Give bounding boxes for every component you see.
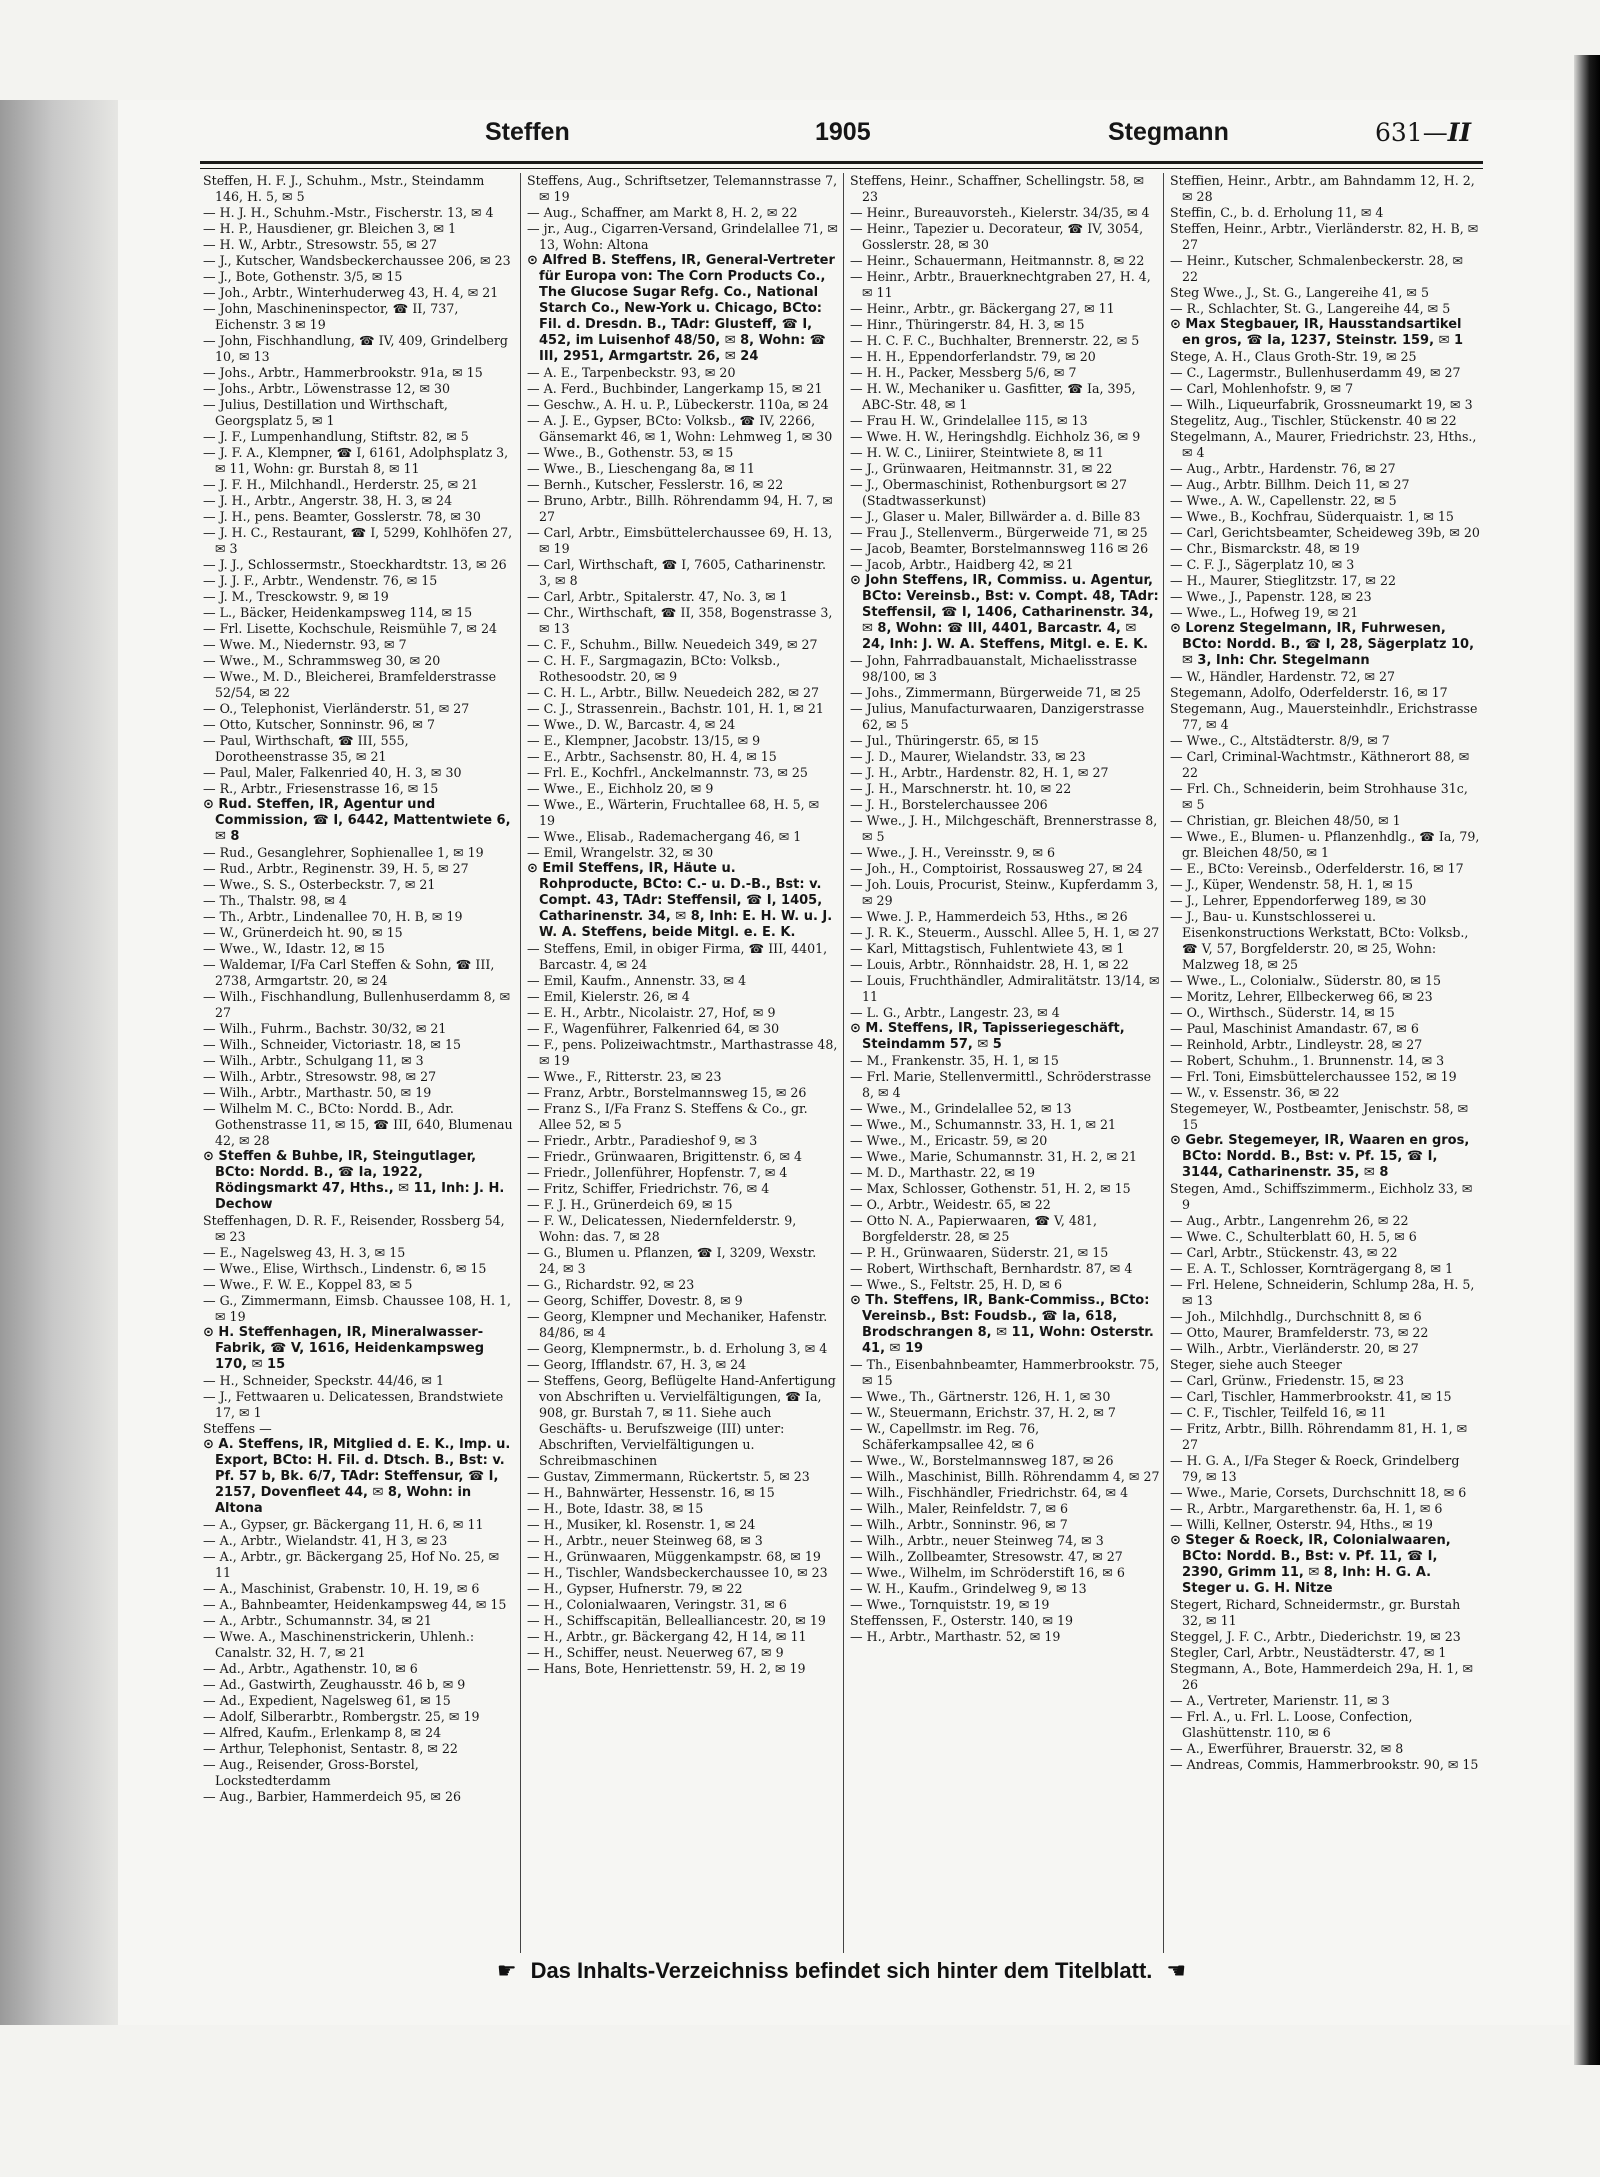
directory-column-2 <box>527 173 839 1953</box>
footer-text: Das Inhalts-Verzeichniss befindet sich hinter dem Titelblatt. <box>530 1958 1153 1983</box>
header-first-name: Steffen <box>485 118 570 146</box>
directory-entry: — Th., Thalstr. 98, ✉ 4 <box>203 893 347 908</box>
directory-entry: — Frl. A., u. Frl. L. Loose, Confection, Glashüttenstr. 110, ✉ 6 <box>1170 1709 1413 1740</box>
directory-entry: — Wilh., Liqueurfabrik, Grossneumarkt 19, ✉ 3 <box>1170 397 1473 412</box>
directory-entry: Steffien, Heinr., Arbtr., am Bahndamm 12, H. 2, ✉ 28 <box>1170 173 1475 204</box>
directory-entry: — Joh. Louis, Procurist, Steinw., Kupferdamm 3, ✉ 29 <box>850 877 1159 908</box>
directory-entry: — O., Telephonist, Vierländerstr. 51, ✉ 27 <box>203 701 470 716</box>
directory-entry: Steffenssen, F., Osterstr. 140, ✉ 19 <box>850 1613 1074 1628</box>
directory-entry: — Wwe., L., Colonialw., Süderstr. 80, ✉ 15 <box>1170 973 1442 988</box>
directory-entry: — Aug., Arbtr., Hardenstr. 76, ✉ 27 <box>1170 461 1396 476</box>
directory-entry: Stegemann, Adolfo, Oderfelderstr. 16, ✉ 17 <box>1170 685 1448 700</box>
directory-entry: — Franz S., I/Fa Franz S. Steffens & Co., gr. Allee 52, ✉ 5 <box>527 1101 808 1132</box>
directory-entry: — Louis, Fruchthändler, Admiralitätstr. 13/14, ✉ 11 <box>850 973 1160 1004</box>
directory-column-4 <box>1170 173 1482 1953</box>
directory-entry: — Paul, Wirthschaft, ☎ III, 555, Dorotheenstrasse 35, ✉ 21 <box>203 733 409 764</box>
directory-entry: — Johs., Zimmermann, Bürgerweide 71, ✉ 25 <box>850 685 1141 700</box>
directory-entry: — W., Händler, Hardenstr. 72, ✉ 27 <box>1170 669 1396 684</box>
directory-entry: — Wwe., W., Borstelmannsweg 187, ✉ 26 <box>850 1453 1114 1468</box>
directory-entry: — W. H., Kaufm., Grindelweg 9, ✉ 13 <box>850 1581 1087 1596</box>
directory-entry: — Frau J., Stellenverm., Bürgerweide 71, ✉ 25 <box>850 525 1148 540</box>
directory-entry: — Wilh., Fuhrm., Bachstr. 30/32, ✉ 21 <box>203 1021 447 1036</box>
pointing-hand-icon: ☚ <box>1166 1958 1187 1983</box>
directory-entry: — Wwe., S. S., Osterbeckstr. 7, ✉ 21 <box>203 877 436 892</box>
directory-entry: ⊙ Gebr. Stegemeyer, IR, Waaren en gros, BCto: Nordd. B., Bst: v. Pf. 15, ☎ I, 3144, Catharinenstr. 35, ✉ 8 <box>1170 1133 1470 1180</box>
directory-entry: — H. W., Arbtr., Stresowstr. 55, ✉ 27 <box>203 237 437 252</box>
directory-entry: — Frl. Ch., Schneiderin, beim Strohhause 31c, ✉ 5 <box>1170 781 1468 812</box>
directory-entry: — Carl, Grünw., Friedenstr. 15, ✉ 23 <box>1170 1373 1405 1388</box>
directory-entry: — Wilh., Arbtr., Marthastr. 50, ✉ 19 <box>203 1085 432 1100</box>
directory-entry: — W., Grünerdeich ht. 90, ✉ 15 <box>203 925 403 940</box>
directory-entry: — Hans, Bote, Henriettenstr. 59, H. 2, ✉ 19 <box>527 1661 806 1676</box>
directory-entry: — Christian, gr. Bleichen 48/50, ✉ 1 <box>1170 813 1401 828</box>
directory-entry: Stegemeyer, W., Postbeamter, Jenischstr. 58, ✉ 15 <box>1170 1101 1469 1132</box>
directory-entry: Steffens — <box>203 1421 272 1436</box>
directory-entry: Steffen, Heinr., Arbtr., Vierländerstr. 82, H. B, ✉ 27 <box>1170 221 1479 252</box>
directory-entry: — C., Lagermstr., Bullenhuserdamm 49, ✉ 27 <box>1170 365 1461 380</box>
directory-entry: — John, Fahrradbauanstalt, Michaelisstrasse 98/100, ✉ 3 <box>850 653 1137 684</box>
directory-entry: — J. H., pens. Beamter, Gosslerstr. 78, ✉ 30 <box>203 509 481 524</box>
directory-entry: — A., Arbtr., gr. Bäckergang 25, Hof No. 25, ✉ 11 <box>203 1549 500 1580</box>
directory-entry: — Aug., Barbier, Hammerdeich 95, ✉ 26 <box>203 1789 462 1804</box>
directory-entry: — H., Grünwaaren, Müggenkampstr. 68, ✉ 19 <box>527 1549 821 1564</box>
directory-entry: — W., v. Essenstr. 36, ✉ 22 <box>1170 1085 1340 1100</box>
directory-entry: — A., Ewerführer, Brauerstr. 32, ✉ 8 <box>1170 1741 1404 1756</box>
directory-entry: — Andreas, Commis, Hammerbrookstr. 90, ✉ 15 <box>1170 1757 1479 1772</box>
directory-entry: — Wwe., Elise, Wirthsch., Lindenstr. 6, ✉ 15 <box>203 1261 487 1276</box>
directory-column-3 <box>850 173 1162 1953</box>
directory-entry: — Heinr., Tapezier u. Decorateur, ☎ IV, 3054, Gosslerstr. 28, ✉ 30 <box>850 221 1144 252</box>
directory-entry: — Ad., Expedient, Nagelsweg 61, ✉ 15 <box>203 1693 451 1708</box>
directory-entry: — Gustav, Zimmermann, Rückertstr. 5, ✉ 23 <box>527 1469 810 1484</box>
directory-entry: — M. D., Marthastr. 22, ✉ 19 <box>850 1165 1036 1180</box>
directory-entry: ⊙ A. Steffens, IR, Mitglied d. E. K., Imp. u. Export, BCto: H. Fil. d. Dtsch. B., Bst: v. Pf. 57 b, Bk. 6/7, TAdr: Steffensur, ☎ I, 2157, Dovenfleet 44, ✉ 8, Wohn: in Altona <box>203 1437 511 1516</box>
column-divider <box>520 173 521 1953</box>
directory-entry: — Ad., Arbtr., Agathenstr. 10, ✉ 6 <box>203 1661 418 1676</box>
directory-entry: — H. P., Hausdiener, gr. Bleichen 3, ✉ 1 <box>203 221 457 236</box>
directory-entry: — A., Bahnbeamter, Heidenkampsweg 44, ✉ 15 <box>203 1597 507 1612</box>
directory-entry: — J. J., Schlossermstr., Stoeckhardtstr. 13, ✉ 26 <box>203 557 507 572</box>
directory-entry: — A., Gypser, gr. Bäckergang 11, H. 6, ✉ 11 <box>203 1517 484 1532</box>
directory-entry: — J. R. K., Steuerm., Ausschl. Allee 5, H. 1, ✉ 27 <box>850 925 1160 940</box>
directory-entry: — A., Arbtr., Schumannstr. 34, ✉ 21 <box>203 1613 432 1628</box>
directory-entry: — Wilh., Fischhändler, Friedrichstr. 64, ✉ 4 <box>850 1485 1129 1500</box>
directory-entry: — H. J. H., Schuhm.-Mstr., Fischerstr. 13, ✉ 4 <box>203 205 494 220</box>
directory-entry: — F., Wagenführer, Falkenried 64, ✉ 30 <box>527 1021 780 1036</box>
directory-entry: — Otto, Kutscher, Sonninstr. 96, ✉ 7 <box>203 717 435 732</box>
directory-entry: — Arthur, Telephonist, Sentastr. 8, ✉ 22 <box>203 1741 458 1756</box>
directory-entry: Stegler, Carl, Arbtr., Neustädterstr. 47, ✉ 1 <box>1170 1645 1447 1660</box>
directory-entry: — Wwe., Marie, Schumannstr. 31, H. 2, ✉ 21 <box>850 1149 1138 1164</box>
directory-entry: — Carl, Arbtr., Spitalerstr. 47, No. 3, ✉ 1 <box>527 589 788 604</box>
directory-entry: — J. H., Arbtr., Angerstr. 38, H. 3, ✉ 24 <box>203 493 453 508</box>
directory-entry: — H., Arbtr., Marthastr. 52, ✉ 19 <box>850 1629 1061 1644</box>
directory-entry: — Heinr., Arbtr., gr. Bäckergang 27, ✉ 11 <box>850 301 1115 316</box>
directory-entry: — Wilhelm M. C., BCto: Nordd. B., Adr. Gothenstrasse 11, ✉ 15, ☎ III, 640, Blumenau 42, ✉ 28 <box>203 1101 513 1148</box>
directory-entry: — Carl, Wirthschaft, ☎ I, 7605, Catharinenstr. 3, ✉ 8 <box>527 557 827 588</box>
directory-entry: — J. H. C., Restaurant, ☎ I, 5299, Kohlhöfen 27, ✉ 3 <box>203 525 513 556</box>
directory-entry: — Aug., Schaffner, am Markt 8, H. 2, ✉ 22 <box>527 205 798 220</box>
directory-entry: — Rud., Arbtr., Reginenstr. 39, H. 5, ✉ 27 <box>203 861 469 876</box>
directory-entry: — C. F., Tischler, Teilfeld 16, ✉ 11 <box>1170 1405 1387 1420</box>
directory-entry: — Carl, Mohlenhofstr. 9, ✉ 7 <box>1170 381 1354 396</box>
running-header <box>200 118 1580 152</box>
directory-entry: — A., Vertreter, Marienstr. 11, ✉ 3 <box>1170 1693 1390 1708</box>
directory-entry: — J. M., Tresckowstr. 9, ✉ 19 <box>203 589 389 604</box>
directory-entry: — Wwe. H. W., Heringshdlg. Eichholz 36, ✉ 9 <box>850 429 1141 444</box>
directory-entry: — Franz, Arbtr., Borstelmannsweg 15, ✉ 26 <box>527 1085 807 1100</box>
directory-entry: — Wwe., L., Hofweg 19, ✉ 21 <box>1170 605 1359 620</box>
directory-entry: — J., Fettwaaren u. Delicatessen, Brandstwiete 17, ✉ 1 <box>203 1389 504 1420</box>
directory-entry: — H. G. A., I/Fa Steger & Roeck, Grindelberg 79, ✉ 13 <box>1170 1453 1460 1484</box>
directory-entry: — C. F., Schuhm., Billw. Neuedeich 349, ✉ 27 <box>527 637 818 652</box>
directory-entry: — Steffens, Georg, Beflügelte Hand-Anfertigung von Abschriften u. Vervielfältigungen, ☎ Ia, 908, gr. Burstah 7, ✉ 11. Siehe auch Geschäfts- u. Berufszweige (III) unter: Abschriften, Vervielfältigungen u. Schreibmaschinen <box>527 1373 836 1468</box>
directory-entry: — J. J. F., Arbtr., Wendenstr. 76, ✉ 15 <box>203 573 438 588</box>
directory-entry: — Carl, Arbtr., Eimsbüttelerchaussee 69, H. 13, ✉ 19 <box>527 525 833 556</box>
directory-entry: — H., Schiffer, neust. Neuerweg 67, ✉ 9 <box>527 1645 784 1660</box>
directory-entry: — Wilh., Arbtr., Schulgang 11, ✉ 3 <box>203 1053 424 1068</box>
directory-entry: — Wwe., J. H., Vereinsstr. 9, ✉ 6 <box>850 845 1056 860</box>
directory-entry: — R., Arbtr., Margarethenstr. 6a, H. 1, ✉ 6 <box>1170 1501 1443 1516</box>
directory-entry: — Wilh., Arbtr., Vierländerstr. 20, ✉ 27 <box>1170 1341 1419 1356</box>
directory-entry: — Heinr., Schauermann, Heitmannstr. 8, ✉ 22 <box>850 253 1145 268</box>
directory-entry: — F. W., Delicatessen, Niedernfelderstr. 9, Wohn: das. 7, ✉ 28 <box>527 1213 797 1244</box>
directory-entry: Stegelmann, A., Maurer, Friedrichstr. 23, Hths., ✉ 4 <box>1170 429 1477 460</box>
directory-entry: — Carl, Arbtr., Stückenstr. 43, ✉ 22 <box>1170 1245 1398 1260</box>
directory-entry: — H. H., Eppendorferlandstr. 79, ✉ 20 <box>850 349 1096 364</box>
directory-entry: ⊙ Steffen & Buhbe, IR, Steingutlager, BCto: Nordd. B., ☎ Ia, 1922, Rödingsmarkt 47, Hths., ✉ 11, Inh: J. H. Dechow <box>203 1149 505 1212</box>
directory-entry: — Robert, Wirthschaft, Bernhardstr. 87, ✉ 4 <box>850 1261 1133 1276</box>
scan-page-edge <box>0 100 118 2025</box>
directory-entry: — O., Wirthsch., Süderstr. 14, ✉ 15 <box>1170 1005 1395 1020</box>
directory-entry: — Heinr., Bureauvorsteh., Kielerstr. 34/35, ✉ 4 <box>850 205 1150 220</box>
pointing-hand-icon: ☛ <box>496 1958 517 1983</box>
directory-entry: — Fritz, Schiffer, Friedrichstr. 76, ✉ 4 <box>527 1181 770 1196</box>
directory-entry: ⊙ John Steffens, IR, Commiss. u. Agentur, BCto: Vereinsb., Bst: v. Compt. 48, TAdr: Steffensil, ☎ I, 1406, Catharinenstr. 34, ✉ 8, Wohn: ☎ III, 4401, Barcastr. 4, ✉ 24, Inh: J. W. A. Steffens, Mitgl. e. E. K. <box>850 573 1159 652</box>
directory-entry: — L. G., Arbtr., Langestr. 23, ✉ 4 <box>850 1005 1060 1020</box>
directory-entry: — Otto, Maurer, Bramfelderstr. 73, ✉ 22 <box>1170 1325 1429 1340</box>
directory-entry: — J. F. A., Klempner, ☎ I, 6161, Adolphsplatz 3, ✉ 11, Wohn: gr. Burstah 8, ✉ 11 <box>203 445 509 476</box>
directory-entry: — Carl, Gerichtsbeamter, Scheideweg 39b, ✉ 20 <box>1170 525 1480 540</box>
directory-entry: — G., Richardstr. 92, ✉ 23 <box>527 1277 695 1292</box>
directory-entry: — Wwe. A., Maschinenstrickerin, Uhlenh.: Canalstr. 32, H. 7, ✉ 21 <box>203 1629 475 1660</box>
directory-entry: — Georg, Klempnermstr., b. d. Erholung 3, ✉ 4 <box>527 1341 828 1356</box>
directory-entry: — Jul., Thüringerstr. 65, ✉ 15 <box>850 733 1039 748</box>
directory-entry: ⊙ H. Steffenhagen, IR, Mineralwasser-Fabrik, ☎ V, 1616, Heidenkampsweg 170, ✉ 15 <box>203 1325 485 1372</box>
directory-entry: — Chr., Wirthschaft, ☎ II, 358, Bogenstrasse 3, ✉ 13 <box>527 605 833 636</box>
directory-entry: — Jacob, Beamter, Borstelmannsweg 116 ✉ 26 <box>850 541 1149 556</box>
directory-entry: — Wilh., Arbtr., Stresowstr. 98, ✉ 27 <box>203 1069 437 1084</box>
directory-entry: — Robert, Schuhm., 1. Brunnenstr. 14, ✉ 3 <box>1170 1053 1445 1068</box>
directory-entry: Stege, A. H., Claus Groth-Str. 19, ✉ 25 <box>1170 349 1417 364</box>
directory-entry: — A. Ferd., Buchbinder, Langerkamp 15, ✉ 21 <box>527 381 823 396</box>
directory-entry: — C. H. F., Sargmagazin, BCto: Volksb., Rothesoodstr. 20, ✉ 9 <box>527 653 781 684</box>
directory-entry: — Wwe., B., Kochfrau, Süderquaistr. 1, ✉ 15 <box>1170 509 1454 524</box>
directory-entry: — Wwe., Tornquiststr. 19, ✉ 19 <box>850 1597 1050 1612</box>
directory-entry: — Julius, Manufacturwaaren, Danzigerstrasse 62, ✉ 5 <box>850 701 1145 732</box>
directory-entry: ⊙ Th. Steffens, IR, Bank-Commiss., BCto: Vereinsb., Bst: Foudsb., ☎ Ia, 618, Brodschrangen 8, ✉ 11, Wohn: Osterstr. 41, ✉ 19 <box>850 1293 1154 1356</box>
directory-entry: — Emil, Kaufm., Annenstr. 33, ✉ 4 <box>527 973 747 988</box>
directory-entry: — A. E., Tarpenbeckstr. 93, ✉ 20 <box>527 365 736 380</box>
directory-entry: — Georg, Ifflandstr. 67, H. 3, ✉ 24 <box>527 1357 747 1372</box>
directory-entry: — F., pens. Polizeiwachtmstr., Marthastrasse 48, ✉ 19 <box>527 1037 838 1068</box>
directory-entry: — Heinr., Kutscher, Schmalenbeckerstr. 28, ✉ 22 <box>1170 253 1464 284</box>
directory-entry: — J., Bote, Gothenstr. 3/5, ✉ 15 <box>203 269 403 284</box>
column-divider <box>843 173 844 1953</box>
directory-entry: — H. W. C., Liniirer, Steintwiete 8, ✉ 11 <box>850 445 1104 460</box>
directory-entry: — J. H., Arbtr., Hardenstr. 82, H. 1, ✉ 27 <box>850 765 1109 780</box>
directory-entry: — Louis, Arbtr., Rönnhaidstr. 28, H. 1, ✉ 22 <box>850 957 1129 972</box>
directory-entry: — J., Lehrer, Eppendorferweg 189, ✉ 30 <box>1170 893 1427 908</box>
directory-entry: — Wwe., J. H., Milchgeschäft, Brennerstrasse 8, ✉ 5 <box>850 813 1158 844</box>
directory-entry: — H. H., Packer, Messberg 5/6, ✉ 7 <box>850 365 1077 380</box>
directory-entry: — J. D., Maurer, Wielandstr. 33, ✉ 23 <box>850 749 1086 764</box>
directory-entry: — Frl. Toni, Eimsbüttelerchaussee 152, ✉ 19 <box>1170 1069 1457 1084</box>
directory-entry: — Ad., Gastwirth, Zeughausstr. 46 b, ✉ 9 <box>203 1677 466 1692</box>
directory-entry: ⊙ Rud. Steffen, IR, Agentur und Commission, ☎ I, 6442, Mattentwiete 6, ✉ 8 <box>203 797 511 844</box>
directory-entry: ⊙ Emil Steffens, IR, Häute u. Rohproducte, BCto: C.- u. D.-B., Bst: v. Compt. 43, TAdr: Steffensil, ☎ I, 1405, Catharinenstr. 34, ✉ 8, Inh: E. H. W. u. J. W. A. Steffens, beide Mitgl. e. E. K. <box>527 861 833 940</box>
directory-entry: — J. H., Marschnerstr. ht. 10, ✉ 22 <box>850 781 1072 796</box>
directory-entry: — Carl, Criminal-Wachtmstr., Käthnerort 88, ✉ 22 <box>1170 749 1470 780</box>
directory-entry: — P. H., Grünwaaren, Süderstr. 21, ✉ 15 <box>850 1245 1109 1260</box>
directory-entry: — Wilh., Arbtr., Sonninstr. 96, ✉ 7 <box>850 1517 1068 1532</box>
header-page-number: 631—II <box>1375 118 1472 147</box>
directory-entry: — R., Schlachter, St. G., Langereihe 44, ✉ 5 <box>1170 301 1451 316</box>
directory-entry: — H., Maurer, Stieglitzstr. 17, ✉ 22 <box>1170 573 1396 588</box>
directory-entry: — A., Maschinist, Grabenstr. 10, H. 19, ✉ 6 <box>203 1581 480 1596</box>
directory-entry: — Hinr., Thüringerstr. 84, H. 3, ✉ 15 <box>850 317 1085 332</box>
directory-entry: ⊙ Steger & Roeck, IR, Colonialwaaren, BCto: Nordd. B., Bst: v. Pf. 11, ☎ I, 2390, Grimm 11, ✉ 8, Inh: H. G. A. Steger u. G. H. Nitze <box>1170 1533 1451 1596</box>
directory-entry: — J., Küper, Wendenstr. 58, H. 1, ✉ 15 <box>1170 877 1413 892</box>
directory-entry: — Wwe., C., Altstädterstr. 8/9, ✉ 7 <box>1170 733 1390 748</box>
directory-entry: — Frl. Marie, Stellenvermittl., Schröderstrasse 8, ✉ 4 <box>850 1069 1152 1100</box>
directory-entry: — Wwe., B., Lieschengang 8a, ✉ 11 <box>527 461 755 476</box>
directory-entry: — W., Steuermann, Erichstr. 37, H. 2, ✉ 7 <box>850 1405 1116 1420</box>
directory-entry: — H., Schiffscapitän, Bellealliancestr. 20, ✉ 19 <box>527 1613 826 1628</box>
directory-entry: — Willi, Kellner, Osterstr. 94, Hths., ✉ 19 <box>1170 1517 1433 1532</box>
directory-entry: — H. W., Mechaniker u. Gasfitter, ☎ Ia, 395, ABC-Str. 48, ✉ 1 <box>850 381 1136 412</box>
directory-entry: — W., Capellmstr. im Reg. 76, Schäferkampsallee 42, ✉ 6 <box>850 1421 1040 1452</box>
directory-entry: — R., Arbtr., Friesenstrasse 16, ✉ 15 <box>203 781 439 796</box>
directory-entry: — A. J. E., Gypser, BCto: Volksb., ☎ IV, 2266, Gänsemarkt 46, ✉ 1, Wohn: Lehmweg 1, ✉ 30 <box>527 413 833 444</box>
directory-entry: — H., Tischler, Wandsbeckerchaussee 10, ✉ 23 <box>527 1565 828 1580</box>
directory-entry: — Wwe., M. D., Bleicherei, Bramfelderstrasse 52/54, ✉ 22 <box>203 669 497 700</box>
directory-entry: — Wilh., Maschinist, Billh. Röhrendamm 4, ✉ 27 <box>850 1469 1160 1484</box>
directory-entry: — E., Arbtr., Sachsenstr. 80, H. 4, ✉ 15 <box>527 749 777 764</box>
directory-entry: — H., Arbtr., gr. Bäckergang 42, H 14, ✉ 11 <box>527 1629 807 1644</box>
directory-entry: — Wilh., Schneider, Victoriastr. 18, ✉ 15 <box>203 1037 461 1052</box>
directory-entry: — Wwe., Th., Gärtnerstr. 126, H. 1, ✉ 30 <box>850 1389 1111 1404</box>
directory-entry: — Wwe., E., Eichholz 20, ✉ 9 <box>527 781 714 796</box>
directory-entry: — Wilh., Fischhandlung, Bullenhuserdamm 8, ✉ 27 <box>203 989 511 1020</box>
directory-entry: — Heinr., Arbtr., Brauerknechtgraben 27, H. 4, ✉ 11 <box>850 269 1151 300</box>
directory-entry: — Wilh., Maler, Reinfeldstr. 7, ✉ 6 <box>850 1501 1069 1516</box>
directory-entry: — Julius, Destillation und Wirthschaft, Georgsplatz 5, ✉ 1 <box>203 397 448 428</box>
directory-entry: — Paul, Maschinist Amandastr. 67, ✉ 6 <box>1170 1021 1419 1036</box>
directory-entry: — J. F. H., Milchhandl., Herderstr. 25, ✉ 21 <box>203 477 479 492</box>
directory-entry: Steffen, H. F. J., Schuhm., Mstr., Steindamm 146, H. 5, ✉ 5 <box>203 173 485 204</box>
directory-entry: ⊙ Alfred B. Steffens, IR, General-Vertreter für Europa von: The Corn Products Co., The Glucose Sugar Refg. Co., National Starch Co., New-York u. Chicago, BCto: Fil. d. Dresdn. B., TAdr: Glusteff, ☎ I, 452, im Luisenhof 48/50, ✉ 8, Wohn: ☎ III, 2951, Armgartstr. 26, ✉ 24 <box>527 253 835 364</box>
directory-entry: — Wwe., E., Blumen- u. Pflanzenhdlg., ☎ Ia, 79, gr. Bleichen 48/50, ✉ 1 <box>1170 829 1480 860</box>
directory-entry: — Wwe., M., Ericastr. 59, ✉ 20 <box>850 1133 1048 1148</box>
directory-entry: — Wwe., Marie, Corsets, Durchschnitt 18, ✉ 6 <box>1170 1485 1467 1500</box>
directory-entry: Steffenhagen, D. R. F., Reisender, Rossberg 54, ✉ 23 <box>203 1213 505 1244</box>
directory-entry: — E. H., Arbtr., Nicolaistr. 27, Hof, ✉ 9 <box>527 1005 776 1020</box>
directory-entry: — E., BCto: Vereinsb., Oderfelderstr. 16, ✉ 17 <box>1170 861 1464 876</box>
directory-entry: Steg Wwe., J., St. G., Langereihe 41, ✉ 5 <box>1170 285 1429 300</box>
directory-entry: Stegen, Amd., Schiffszimmerm., Eichholz 33, ✉ 9 <box>1170 1181 1473 1212</box>
directory-entry: — J., Glaser u. Maler, Billwärder a. d. Bille 83 <box>850 509 1141 524</box>
directory-entry: — Max, Schlosser, Gothenstr. 51, H. 2, ✉ 15 <box>850 1181 1131 1196</box>
directory-entry: — Wilh., Arbtr., neuer Steinweg 74, ✉ 3 <box>850 1533 1104 1548</box>
directory-entry: — Fritz, Arbtr., Billh. Röhrendamm 81, H. 1, ✉ 27 <box>1170 1421 1468 1452</box>
directory-entry: — G., Zimmermann, Eimsb. Chaussee 108, H. 1, ✉ 19 <box>203 1293 511 1324</box>
directory-entry: ⊙ Lorenz Stegelmann, IR, Fuhrwesen, BCto: Nordd. B., ☎ I, 28, Sägerplatz 10, ✉ 3, Inh: Chr. Stegelmann <box>1170 621 1475 668</box>
directory-entry: — Th., Eisenbahnbeamter, Hammerbrookstr. 75, ✉ 15 <box>850 1357 1160 1388</box>
directory-entry: — Frl. E., Kochfrl., Anckelmannstr. 73, ✉ 25 <box>527 765 808 780</box>
footer-notice <box>200 1958 1483 1984</box>
directory-entry: Stegelitz, Aug., Tischler, Stückenstr. 40 ✉ 22 <box>1170 413 1457 428</box>
directory-entry: — Steffens, Emil, in obiger Firma, ☎ III, 4401, Barcastr. 4, ✉ 24 <box>527 941 828 972</box>
header-year: 1905 <box>815 118 871 146</box>
directory-entry: — E., Nagelsweg 43, H. 3, ✉ 15 <box>203 1245 406 1260</box>
directory-entry: — Emil, Wrangelstr. 32, ✉ 30 <box>527 845 714 860</box>
directory-entry: — H. C. F. C., Buchhalter, Brennerstr. 22, ✉ 5 <box>850 333 1140 348</box>
directory-entry: — Wwe., M., Grindelallee 52, ✉ 13 <box>850 1101 1072 1116</box>
directory-entry: — J., Grünwaaren, Heitmannstr. 31, ✉ 22 <box>850 461 1113 476</box>
directory-entry: — H., Gypser, Hufnerstr. 79, ✉ 22 <box>527 1581 743 1596</box>
directory-column-1 <box>203 173 515 1953</box>
directory-entry: — M., Frankenstr. 35, H. 1, ✉ 15 <box>850 1053 1059 1068</box>
directory-entry: — Wwe. M., Niedernstr. 93, ✉ 7 <box>203 637 407 652</box>
directory-entry: — Wwe., W., Idastr. 12, ✉ 15 <box>203 941 385 956</box>
directory-entry: — Johs., Arbtr., Löwenstrasse 12, ✉ 30 <box>203 381 451 396</box>
directory-entry: — Wwe., J., Papenstr. 128, ✉ 23 <box>1170 589 1372 604</box>
directory-entry: — Wwe., M., Schrammsweg 30, ✉ 20 <box>203 653 441 668</box>
directory-entry: — Aug., Arbtr., Langenrehm 26, ✉ 22 <box>1170 1213 1409 1228</box>
directory-entry: Steffens, Heinr., Schaffner, Schellingstr. 58, ✉ 23 <box>850 173 1145 204</box>
directory-entry: — L., Bäcker, Heidenkampsweg 114, ✉ 15 <box>203 605 473 620</box>
directory-entry: — Georg, Klempner und Mechaniker, Hafenstr. 84/86, ✉ 4 <box>527 1309 828 1340</box>
directory-entry: — H., Colonialwaaren, Veringstr. 31, ✉ 6 <box>527 1597 787 1612</box>
directory-entry: — Wwe., B., Gothenstr. 53, ✉ 15 <box>527 445 734 460</box>
directory-entry: — Aug., Reisender, Gross-Borstel, Lockstedterdamm <box>203 1757 419 1788</box>
directory-entry: — Johs., Arbtr., Hammerbrookstr. 91a, ✉ 15 <box>203 365 483 380</box>
directory-entry: — Moritz, Lehrer, Ellbeckerweg 66, ✉ 23 <box>1170 989 1433 1004</box>
directory-entry: — Alfred, Kaufm., Erlenkamp 8, ✉ 24 <box>203 1725 442 1740</box>
directory-entry: — Paul, Maler, Falkenried 40, H. 3, ✉ 30 <box>203 765 462 780</box>
column-divider <box>1163 173 1164 1953</box>
directory-entry: — Geschw., A. H. u. P., Lübeckerstr. 110a, ✉ 24 <box>527 397 829 412</box>
directory-entry: — Wwe., S., Feltstr. 25, H. D, ✉ 6 <box>850 1277 1062 1292</box>
directory-entry: — jr., Aug., Cigarren-Versand, Grindelallee 71, ✉ 13, Wohn: Altona <box>527 221 838 252</box>
directory-entry: — Friedr., Arbtr., Paradieshof 9, ✉ 3 <box>527 1133 758 1148</box>
directory-entry: — Bruno, Arbtr., Billh. Röhrendamm 94, H. 7, ✉ 27 <box>527 493 833 524</box>
directory-entry: — Waldemar, I/Fa Carl Steffen & Sohn, ☎ III, 2738, Armgartstr. 20, ✉ 24 <box>203 957 495 988</box>
directory-entry: — Wwe. J. P., Hammerdeich 53, Hths., ✉ 26 <box>850 909 1128 924</box>
directory-entry: — Friedr., Grünwaaren, Brigittenstr. 6, ✉ 4 <box>527 1149 803 1164</box>
directory-entry: Steggel, J. F. C., Arbtr., Diederichstr. 19, ✉ 23 <box>1170 1629 1461 1644</box>
directory-entry: — Frau H. W., Grindelallee 115, ✉ 13 <box>850 413 1088 428</box>
directory-entry: Steffens, Aug., Schriftsetzer, Telemannstrasse 7, ✉ 19 <box>527 173 838 204</box>
directory-entry: — Frl. Lisette, Kochschule, Reismühle 7, ✉ 24 <box>203 621 497 636</box>
directory-entry: — Rud., Gesanglehrer, Sophienallee 1, ✉ 19 <box>203 845 484 860</box>
directory-entry: — Jacob, Arbtr., Haidberg 42, ✉ 21 <box>850 557 1074 572</box>
directory-entry: — Wwe., Elisab., Rademachergang 46, ✉ 1 <box>527 829 802 844</box>
directory-entry: — H., Bote, Idastr. 38, ✉ 15 <box>527 1501 704 1516</box>
directory-entry: — Frl. Helene, Schneiderin, Schlump 28a, H. 5, ✉ 13 <box>1170 1277 1475 1308</box>
header-rule <box>200 161 1483 169</box>
directory-entry: — G., Blumen u. Pflanzen, ☎ I, 3209, Wexstr. 24, ✉ 3 <box>527 1245 817 1276</box>
header-last-name: Stegmann <box>1108 118 1229 146</box>
directory-entry: Stegmann, A., Bote, Hammerdeich 29a, H. 1, ✉ 26 <box>1170 1661 1474 1692</box>
directory-entry: — A., Arbtr., Wielandstr. 41, H 3, ✉ 23 <box>203 1533 448 1548</box>
directory-entry: — C. H. L., Arbtr., Billw. Neuedeich 282, ✉ 27 <box>527 685 820 700</box>
directory-entry: — H., Bahnwärter, Hessenstr. 16, ✉ 15 <box>527 1485 775 1500</box>
directory-entry: — Wilh., Zollbeamter, Stresowstr. 47, ✉ 27 <box>850 1549 1123 1564</box>
directory-entry: — H., Musiker, kl. Rosenstr. 1, ✉ 24 <box>527 1517 756 1532</box>
directory-entry: — Wwe., F., Ritterstr. 23, ✉ 23 <box>527 1069 722 1084</box>
directory-entry: — J. H., Borstelerchaussee 206 <box>850 797 1048 812</box>
directory-entry: — Aug., Arbtr. Billhm. Deich 11, ✉ 27 <box>1170 477 1410 492</box>
directory-entry: — Wwe., Wilhelm, im Schröderstift 16, ✉ 6 <box>850 1565 1125 1580</box>
directory-entry: — Chr., Bismarckstr. 48, ✉ 19 <box>1170 541 1360 556</box>
directory-entry: Steger, siehe auch Steeger <box>1170 1357 1342 1372</box>
directory-entry: ⊙ M. Steffens, IR, Tapisseriegeschäft, Steindamm 57, ✉ 5 <box>850 1021 1125 1052</box>
directory-entry: — Wwe., D. W., Barcastr. 4, ✉ 24 <box>527 717 736 732</box>
directory-entry: — Adolf, Silberarbtr., Rombergstr. 25, ✉ 19 <box>203 1709 480 1724</box>
directory-entry: — Reinhold, Arbtr., Lindleystr. 28, ✉ 27 <box>1170 1037 1423 1052</box>
directory-entry: — Wwe., F. W. E., Koppel 83, ✉ 5 <box>203 1277 413 1292</box>
directory-entry: — Wwe., M., Schumannstr. 33, H. 1, ✉ 21 <box>850 1117 1117 1132</box>
directory-entry: — Joh., H., Comptoirist, Rossausweg 27, ✉ 24 <box>850 861 1143 876</box>
directory-entry: — J., Obermaschinist, Rothenburgsort ✉ 27 (Stadtwasserkunst) <box>850 477 1128 508</box>
directory-entry: — H., Arbtr., neuer Steinweg 68, ✉ 3 <box>527 1533 763 1548</box>
directory-entry: — Emil, Kielerstr. 26, ✉ 4 <box>527 989 690 1004</box>
directory-entry: — C. F. J., Sägerplatz 10, ✉ 3 <box>1170 557 1355 572</box>
directory-entry: — E. A. T., Schlosser, Kornträgergang 8, ✉ 1 <box>1170 1261 1454 1276</box>
directory-entry: — J. F., Lumpenhandlung, Stiftstr. 82, ✉ 5 <box>203 429 469 444</box>
directory-entry: — Georg, Schiffer, Dovestr. 8, ✉ 9 <box>527 1293 743 1308</box>
directory-entry: — Th., Arbtr., Lindenallee 70, H. B, ✉ 19 <box>203 909 463 924</box>
directory-entry: — E., Klempner, Jacobstr. 13/15, ✉ 9 <box>527 733 761 748</box>
directory-entry: — John, Maschineninspector, ☎ II, 737, Eichenstr. 3 ✉ 19 <box>203 301 459 332</box>
directory-entry: — Wwe., E., Wärterin, Fruchtallee 68, H. 5, ✉ 19 <box>527 797 820 828</box>
directory-entry: Steffin, C., b. d. Erholung 11, ✉ 4 <box>1170 205 1384 220</box>
directory-entry: — O., Arbtr., Weidestr. 65, ✉ 22 <box>850 1197 1051 1212</box>
directory-entry: Stegert, Richard, Schneidermstr., gr. Burstah 32, ✉ 11 <box>1170 1597 1461 1628</box>
directory-entry: — J., Kutscher, Wandsbeckerchaussee 206, ✉ 23 <box>203 253 511 268</box>
directory-entry: — H., Schneider, Speckstr. 44/46, ✉ 1 <box>203 1373 444 1388</box>
directory-entry: ⊙ Max Stegbauer, IR, Hausstandsartikel en gros, ☎ Ia, 1237, Steinstr. 159, ✉ 1 <box>1170 317 1464 348</box>
directory-entry: — J., Bau- u. Kunstschlosserei u. Eisenkonstructions Werkstatt, BCto: Volksb., ☎ V, 57, Borgfelderstr. 20, ✉ 25, Wohn: Malzweg 18, ✉ 25 <box>1170 909 1469 972</box>
directory-entry: — Joh., Arbtr., Winterhuderweg 43, H. 4, ✉ 21 <box>203 285 499 300</box>
directory-entry: — Bernh., Kutscher, Fesslerstr. 16, ✉ 22 <box>527 477 784 492</box>
directory-entry: — John, Fischhandlung, ☎ IV, 409, Grindelberg 10, ✉ 13 <box>203 333 508 364</box>
directory-entry: — Karl, Mittagstisch, Fuhlentwiete 43, ✉ 1 <box>850 941 1125 956</box>
directory-entry: Stegemann, Aug., Mauersteinhdlr., Erichstrasse 77, ✉ 4 <box>1170 701 1478 732</box>
directory-entry: — Wwe., A. W., Capellenstr. 22, ✉ 5 <box>1170 493 1397 508</box>
scan-binding-shadow <box>1574 55 1600 2065</box>
directory-entry: — Otto N. A., Papierwaaren, ☎ V, 481, Borgfelderstr. 28, ✉ 25 <box>850 1213 1097 1244</box>
directory-entry: — Joh., Milchhdlg., Durchschnitt 8, ✉ 6 <box>1170 1309 1422 1324</box>
directory-entry: — F. J. H., Grünerdeich 69, ✉ 15 <box>527 1197 733 1212</box>
directory-entry: — C. J., Strassenrein., Bachstr. 101, H. 1, ✉ 21 <box>527 701 824 716</box>
directory-entry: — Friedr., Jollenführer, Hopfenstr. 7, ✉ 4 <box>527 1165 788 1180</box>
directory-entry: — Wwe. C., Schulterblatt 60, H. 5, ✉ 6 <box>1170 1229 1417 1244</box>
directory-entry: — Carl, Tischler, Hammerbrookstr. 41, ✉ 15 <box>1170 1389 1452 1404</box>
